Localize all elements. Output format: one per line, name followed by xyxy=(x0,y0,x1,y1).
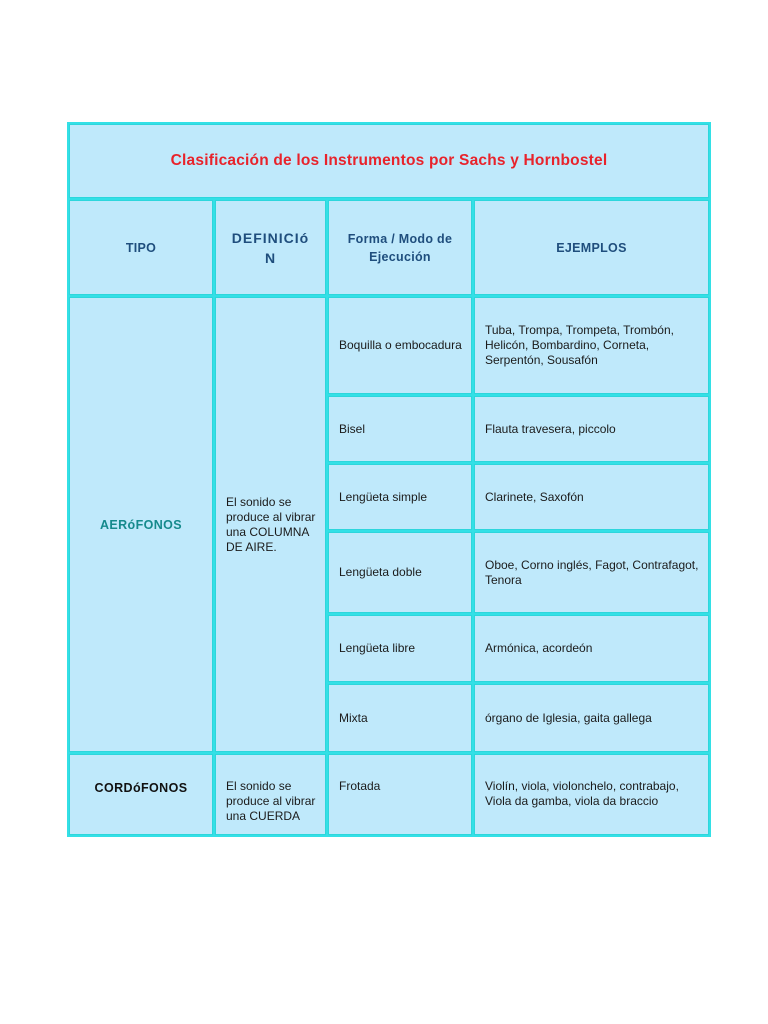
table-title-cell xyxy=(69,124,709,198)
table-row xyxy=(474,396,709,462)
forma-cell: Lengüeta libre xyxy=(339,641,416,655)
cordofonos-definicion: El sonido se produce al vibrar una CUERDA xyxy=(226,779,316,823)
header-forma xyxy=(329,230,471,266)
ejemplos-cell: Flauta travesera, piccolo xyxy=(485,421,616,436)
ejemplos-cell: Armónica, acordeón xyxy=(485,641,593,655)
table-row xyxy=(328,684,472,752)
table-row xyxy=(474,297,709,394)
table-row xyxy=(328,615,472,682)
header-ejemplos: EJEMPLOS xyxy=(556,240,627,255)
table-row xyxy=(474,464,709,530)
forma-cell: Bisel xyxy=(339,421,366,436)
header-tipo-cell xyxy=(69,200,213,295)
header-definicion xyxy=(216,228,325,268)
table-row xyxy=(328,532,472,613)
header-tipo: TIPO xyxy=(125,240,157,255)
header-forma-line2: Ejecución xyxy=(369,249,431,264)
ejemplos-cell: Violín, viola, violonchelo, contrabajo, Viola da gamba, viola da braccio xyxy=(485,779,679,808)
ejemplos-cell: órgano de Iglesia, gaita gallega xyxy=(485,710,652,725)
forma-cell: Lengüeta doble xyxy=(339,565,422,579)
header-definicion-line1: DEFINICIó xyxy=(231,229,310,246)
header-ejemplos-cell xyxy=(474,200,709,295)
cordofonos-definicion-cell xyxy=(215,754,326,835)
forma-cell: Boquilla o embocadura xyxy=(339,338,462,352)
header-definicion-cell xyxy=(215,200,326,295)
forma-cell: Frotada xyxy=(339,779,381,793)
table-row xyxy=(474,615,709,682)
header-definicion-line2: N xyxy=(264,249,277,266)
forma-cell: Mixta xyxy=(339,710,368,725)
header-forma-line1: Forma / Modo de xyxy=(347,231,453,246)
aerofonos-definicion: El sonido se produce al vibrar una COLUMNA DE AIRE. xyxy=(226,494,316,554)
header-forma-cell xyxy=(328,200,472,295)
table-row xyxy=(474,754,709,835)
forma-cell: Lengüeta simple xyxy=(339,489,428,504)
table-row xyxy=(328,754,472,835)
table-row xyxy=(474,532,709,613)
table-title: Clasificación de los Instrumentos por Sachs y Hornbostel xyxy=(170,152,608,169)
aerofonos-definicion-cell xyxy=(215,297,326,752)
cordofonos-tipo: CORDóFONOS xyxy=(94,781,188,795)
table-row xyxy=(328,464,472,530)
instrument-classification-table xyxy=(67,122,711,837)
ejemplos-cell: Oboe, Corno inglés, Fagot, Contrafagot, Tenora xyxy=(485,557,699,587)
aerofonos-tipo-cell xyxy=(69,297,213,752)
cordofonos-tipo-cell xyxy=(69,754,213,835)
ejemplos-cell: Tuba, Trompa, Trompeta, Trombón, Helicón, Bombardino, Corneta, Serpentón, Sousafón xyxy=(485,323,674,367)
ejemplos-cell: Clarinete, Saxofón xyxy=(485,489,584,504)
table-row xyxy=(328,297,472,394)
table-row xyxy=(474,684,709,752)
table-row xyxy=(328,396,472,462)
aerofonos-tipo: AERóFONOS xyxy=(99,517,183,532)
